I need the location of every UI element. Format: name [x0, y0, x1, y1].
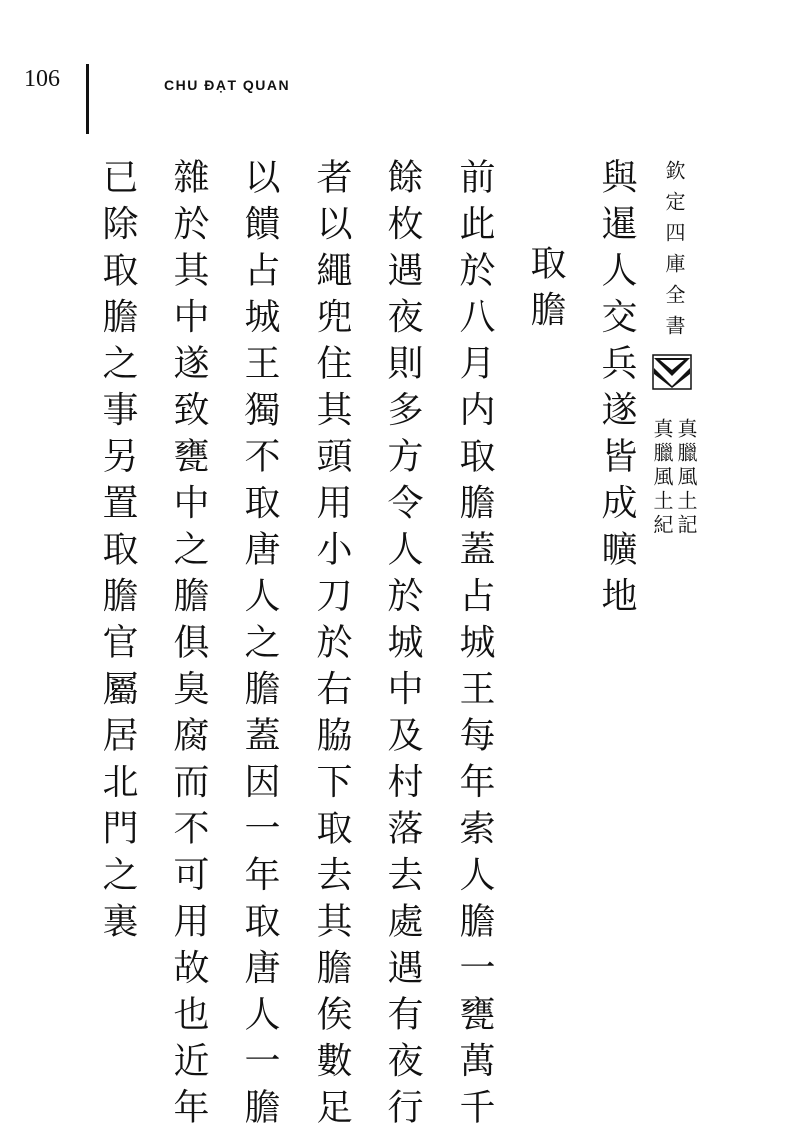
- text-column-8: 已除取膽之事另置取膽官屬居北門之裏: [97, 158, 138, 949]
- text-column-5: 者以繩兜住其頭用小刀於右脇下取去其膽俟數足: [311, 158, 352, 1135]
- running-title: CHU ĐẠT QUAN: [164, 77, 291, 93]
- section-heading: 取膽: [525, 244, 566, 337]
- text-column-4: 餘枚遇夜則多方令人於城中及村落去處遇有夜行: [382, 158, 423, 1135]
- text-column-7: 雜於其中遂致甕中之膽俱臭腐而不可用故也近年: [168, 158, 209, 1135]
- text-column-3: 前此於八月内取膽蓋占城王每年索人膽一甕萬千: [454, 158, 495, 1135]
- text-column-1: 與暹人交兵遂皆成曠地: [596, 158, 637, 623]
- header-divider: [86, 64, 89, 134]
- margin-note-left: 真臘風土紀: [650, 418, 674, 538]
- margin-note-right: 真臘風土記: [674, 418, 698, 538]
- page-number: 106: [24, 66, 60, 92]
- fishtail-emblem-icon: [652, 354, 692, 390]
- text-column-6: 以饋占城王獨不取唐人之膽蓋因一年取唐人一膽: [239, 158, 280, 1135]
- margin-book-title: 欽定四庫全書: [662, 160, 686, 346]
